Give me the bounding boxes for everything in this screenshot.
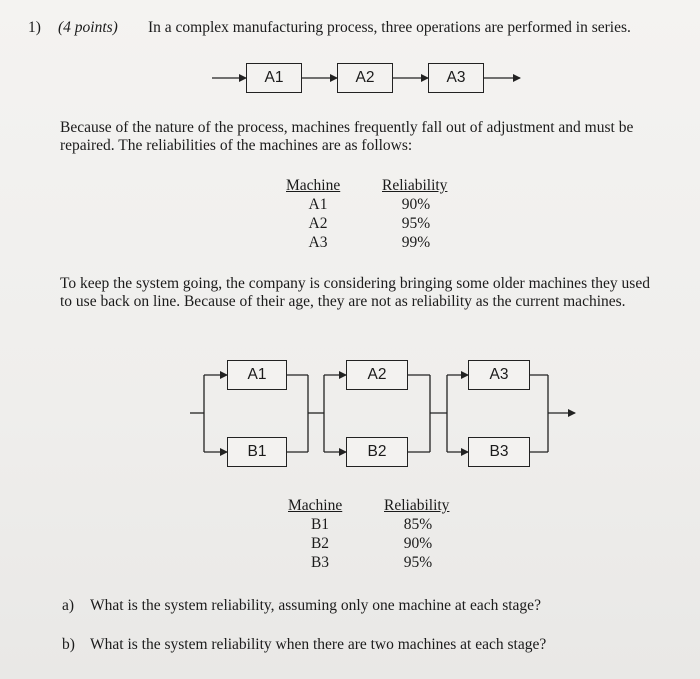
- table-b-reliability: 90%: [403, 535, 433, 552]
- subquestion-a-text: What is the system reliability, assuming only one machine at each stage?: [90, 597, 541, 614]
- table-a-reliability: 95%: [401, 215, 431, 232]
- series-box-a3: A3: [428, 63, 484, 93]
- table-a-machine: A2: [308, 215, 328, 232]
- series-box-a1: A1: [246, 63, 302, 93]
- parallel-box-b3: B3: [468, 437, 530, 467]
- table-a-header-machine: Machine: [286, 177, 341, 194]
- paragraph-2: To keep the system going, the company is considering bringing some older machines they used to use back on line. Because of their age, they are not as reliability as the current machines.: [60, 275, 650, 310]
- table-b-reliability: 85%: [403, 516, 433, 533]
- table-a-header-reliability: Reliability: [382, 177, 448, 194]
- series-box-a2: A2: [337, 63, 393, 93]
- question-number: 1): [28, 19, 41, 36]
- table-b-machine: B1: [310, 516, 330, 533]
- subquestion-a-label: a): [62, 597, 75, 614]
- parallel-box-b1: B1: [227, 437, 287, 467]
- paragraph-1: Because of the nature of the process, machines frequently fall out of adjustment and must be repaired. The reliabilities of the machines are as follows:: [60, 119, 634, 154]
- subquestion-b-text: What is the system reliability when there are two machines at each stage?: [90, 636, 547, 653]
- table-a-reliability: 99%: [401, 234, 431, 251]
- table-b-machine: B3: [310, 554, 330, 571]
- reliability-table-a: [286, 177, 486, 257]
- reliability-table-b: [288, 497, 488, 577]
- table-b-reliability: 95%: [403, 554, 433, 571]
- question-points: (4 points): [58, 19, 118, 36]
- table-a-machine: A1: [308, 196, 328, 213]
- parallel-box-a3: A3: [468, 360, 530, 390]
- parallel-box-a2: A2: [346, 360, 408, 390]
- question-text: In a complex manufacturing process, three operations are performed in series.: [148, 19, 631, 36]
- parallel-box-a1: A1: [227, 360, 287, 390]
- table-b-header-machine: Machine: [288, 497, 343, 514]
- table-a-machine: A3: [308, 234, 328, 251]
- table-a-reliability: 90%: [401, 196, 431, 213]
- table-b-machine: B2: [310, 535, 330, 552]
- subquestion-b-label: b): [62, 636, 75, 653]
- parallel-box-b2: B2: [346, 437, 408, 467]
- table-b-header-reliability: Reliability: [384, 497, 450, 514]
